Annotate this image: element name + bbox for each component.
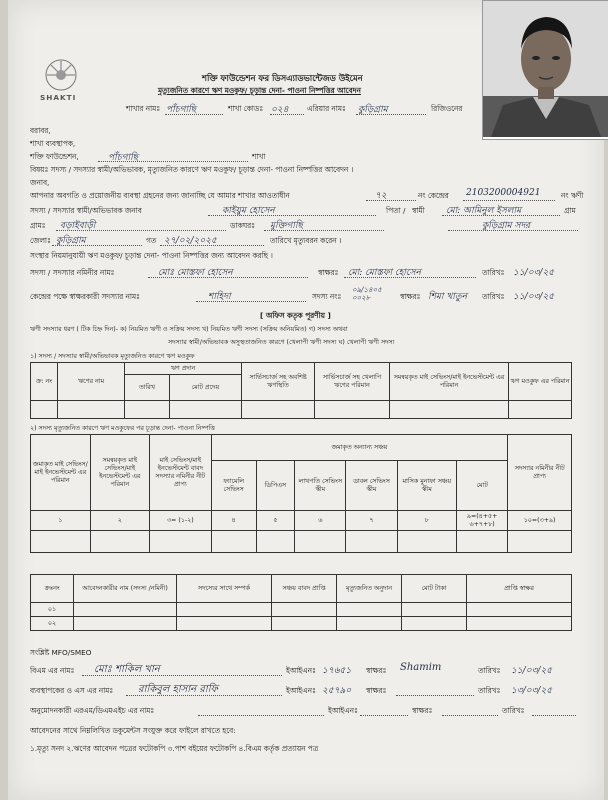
father-label: পিতা / <box>386 206 406 215</box>
bm-name-label: বিএম এর নামঃ <box>30 666 75 675</box>
addressee-foundation: শক্তি ফাউন্ডেশন, <box>30 152 79 161</box>
header-loan-granted: ঋণ প্রদান <box>125 363 242 375</box>
subject-line: বিষয়ঃ সদস্য / সদস্যার স্বামী/অভিভাবক, মৃত্যুজনিত কারণে ঋণ মওকুফ/ চূড়ান্ত দেনা- পাওনা নিষ্পত্তির আবেদন । <box>30 165 354 174</box>
center-member-no-value: ০৯/১৪০৫ ০০২৮ <box>352 286 382 302</box>
bm-date-label: তারিখঃ <box>478 666 501 675</box>
salutation: জনাব, <box>30 178 50 187</box>
header-adjusted-2: সমন্বয়কৃত মাই সেভিংস/মাই ইনভেস্টমেন্ট এর পরিমান <box>90 435 150 511</box>
region-label: রিজিওনের <box>431 104 463 113</box>
header-monthly: মাসিক মুনাফা সঞ্চয় স্কীম <box>397 461 457 511</box>
application-form-page <box>8 0 604 800</box>
section1-title: ১) সদস্য / সদস্যার স্বামী/অভিভাবক মৃত্যুজনিত কারণে ঋণ মওকুফ <box>30 353 195 360</box>
recipient-table <box>30 574 572 631</box>
col-number: ৩= (১-২) <box>150 511 212 531</box>
post-label: ডাকঘরঃ <box>230 221 256 230</box>
col-number: ১ <box>31 511 91 531</box>
header-sc-remaining: সার্ভিসচার্জ সহ অবশিষ্ট ঋণস্থিতি <box>242 363 315 401</box>
center-code-value: 2103200004921 <box>466 188 541 198</box>
addressee-manager: শাখা ব্যবস্থাপক, <box>30 139 76 148</box>
body-line5: সংস্থার নিয়মানুযায়ী ঋণ মওকুফ/ চূড়ান্ত দেনা- পাওনা নিষ্পত্তির জন্য আবেদন করছি । <box>30 251 273 260</box>
col-number: ৬ <box>295 511 346 531</box>
loan-type-line2: সদস্যার স্বামী/অভিভাবক অসুস্থতাজনিত কারণে (খেলাপী ঋণী সদস্য ঘ) খেলাপী ঋণী সদস্য <box>168 339 395 346</box>
header-loan-name: ঋণের নাম <box>58 363 125 401</box>
member-serial-value: ৭২ <box>375 191 387 201</box>
header-death-grant: মৃত্যুজনিত অনুদান <box>337 575 402 603</box>
manager-date-value: ১৩/০৩/২৫ <box>511 686 553 696</box>
form-title: মৃত্যুজনিত কারণে ঋণ মওকুফ/ চূড়ান্ত দেনা- পাওনা নিষ্পত্তির আবেদন <box>158 86 361 95</box>
header-total: মোট <box>457 461 508 511</box>
district-value: কুড়িগ্রাম <box>56 236 86 246</box>
manager-name-label: ব্যবস্থাপকের ও এস এর নামঃ <box>30 686 114 695</box>
bm-signature: Shamim <box>400 662 442 673</box>
bm-id-value: ১৭৬৫১ <box>322 666 352 676</box>
center-signer-label: কেন্দ্রের পক্ষে স্বাক্ষরকারী সদস্যার নামঃ <box>30 292 140 301</box>
body-line1-c: নং ঋণী <box>561 191 584 200</box>
addressee-branch-value: পাঁচগাছি <box>108 153 139 163</box>
center-date-value: ১১/০৩/২৫ <box>513 292 555 302</box>
village-value: বড়াইবাড়ী <box>60 221 96 231</box>
header-applicant: আবেদনকারীর নাম (সদস্য /নমিনী) <box>74 575 177 603</box>
header-total-given: মোট প্রদেয় <box>169 375 241 401</box>
approver-date-label: তারিখঃ <box>502 706 525 715</box>
shakti-logo-icon <box>44 58 78 92</box>
death-date-value: ২৭/০২/২০২৫ <box>164 236 217 246</box>
col-number: ১০=(৩+৯) <box>508 511 572 531</box>
branch-name-value: পাঁচগাছি <box>166 105 197 115</box>
bm-id-label: ইআইএনঃ <box>286 666 316 675</box>
center-member-no-label: সদস্য নংঃ <box>312 292 342 301</box>
addressee-branch-suffix: শাখা <box>252 152 266 161</box>
col-number: ৮ <box>397 511 457 531</box>
center-signer-name: শাহিদা <box>208 292 231 302</box>
area-name-label: এরিয়ার নামঃ <box>307 104 346 113</box>
logo-text: SHAKTI <box>40 93 77 102</box>
branch-code-value: ০২৪ <box>271 105 289 115</box>
center-sign-label: স্বাক্ষরঃ <box>400 292 421 301</box>
body-line2-a: সদস্য / সদস্যার স্বামী/অভিভাবক জনাব <box>30 206 142 215</box>
header-deposited: জমাকৃত মাই সেভিংস/মাই ইনভেস্টমেন্ট এর পরিমান <box>31 435 91 511</box>
header-serial: ক্র: নং <box>31 363 58 401</box>
manager-sign-label: স্বাক্ষরঃ <box>366 686 387 695</box>
nominee-name-label: সদস্য / সদস্যার নমিনীর নামঃ <box>30 268 115 277</box>
header-waived: ঋণ মওকুফ এর পরিমান <box>509 363 572 401</box>
col-number: ৯=(৪+৫+ ৬+৭+৮) <box>457 511 508 531</box>
branch-name-label: শাখার নামঃ <box>126 104 161 113</box>
section2-title: ২) সদস্য মৃত্যুজনিত কারণে ঋণ মওকুফের পর চূড়ান্ত দেনা- পাওনা নিষ্পত্তি <box>30 425 215 432</box>
header-lakhpoti: লাখপতি সেভিংস স্কীম <box>295 461 346 511</box>
approver-sign-label: স্বাক্ষরঃ <box>412 706 433 715</box>
body-line1-a: আপনার অবগতি ও প্রয়োজনীয় ব্যবস্থা গ্রহনের জন্য জানাচ্ছি যে আমার শাখার আওতাধীন <box>30 191 290 200</box>
nominee-sign-label: স্বাক্ষরঃ <box>318 268 339 277</box>
table-row: ০২ <box>31 617 74 631</box>
branch-code-label: শাখা কোডঃ <box>228 104 264 113</box>
header-net-receivable: সদস্যার নমিনীর নীট প্রাপ্য <box>508 435 572 511</box>
manager-name-value: রাকিবুল হাসান রাফি <box>138 684 218 695</box>
col-number: ৫ <box>256 511 295 531</box>
bm-sign-label: স্বাক্ষরঃ <box>366 666 387 675</box>
header-dps: ডিপিএস <box>256 461 295 511</box>
bm-date-value: ১১/০৩/২৫ <box>511 666 553 676</box>
attachment-list: ১.মৃত্যু সনদ ২.ঋণের আবেদন পত্রের ফটোকপি ৩.পাশ বইয়ের ফটোকপি ৪.বিএম কর্তৃক প্রত্যায়ন পত্র <box>30 744 319 753</box>
col-number: ৪ <box>211 511 256 531</box>
member-name-value: কাইয়ুম হোসেন <box>222 206 275 216</box>
husband-label: স্বামী <box>412 206 425 215</box>
father-name-value: মো: আমিনুল ইসলাম <box>446 206 522 216</box>
col-number: ২ <box>90 511 150 531</box>
member-photo <box>482 0 608 140</box>
header-serial-3: ক্রঃনং <box>31 575 74 603</box>
manager-id-value: ২৫৭৯০ <box>322 686 352 696</box>
district-label: জেলাঃ <box>30 236 51 245</box>
nominee-name-value: মোঃ মোস্তফা হোসেন <box>158 268 233 278</box>
death-date-label: গত <box>146 236 157 245</box>
center-signature: শিমা খাতুন <box>428 292 468 302</box>
manager-date-label: তারিখঃ <box>478 686 501 695</box>
addressee-to: বরাবর, <box>30 126 51 135</box>
nominee-date-label: তারিখঃ <box>482 268 505 277</box>
manager-id-label: ইআইএনঃ <box>286 686 316 695</box>
table-row: ০১ <box>31 603 74 617</box>
office-heading: [ অফিস কতৃক পূরণীয় ] <box>260 311 331 320</box>
area-name-value: কুড়িগ্রাম <box>358 105 388 115</box>
approver-id-label: ইআইএনঃ <box>328 706 358 715</box>
header-other-savings: জমাকৃত অন্যান্য সঞ্চয় <box>211 435 508 461</box>
nominee-signature: মো: মোস্তফা হোসেন <box>348 268 421 278</box>
village-label: গ্রামঃ <box>30 221 46 230</box>
col-number: ৭ <box>346 511 397 531</box>
portrait-image <box>483 1 608 137</box>
bm-name-value: মোঃ শাকিল খান <box>94 664 160 675</box>
nominee-date-value: ১১/০৩/২৫ <box>513 268 555 278</box>
body-line2-c: গ্রাম <box>564 206 576 215</box>
body-line4-b: তারিখে মৃত্যুবরন করেন । <box>270 236 342 245</box>
mfo-label: সংশ্লিষ্ট MFO/SMEO <box>30 648 92 657</box>
attachment-note: আবেদনের সাথে নিম্নলিখিত ডকুমেন্টস সংযুক্ত করে ফাইলে রাখতে হবে: <box>30 726 236 735</box>
header-date: তারিখ <box>125 375 170 401</box>
header-double: ডাবল সেভিংস স্কীম <box>346 461 397 511</box>
header-adjusted: সমন্বয়কৃত মাই সেভিংস/মাই ইনভেস্টমেন্ট এর পরিমান <box>390 363 509 401</box>
header-savings-received: সঞ্চয় বাবদ প্রাপ্তি <box>272 575 337 603</box>
upazila-value: কুড়িগ্রাম সদর <box>482 221 531 231</box>
header-total-taka: মোট টাকা <box>402 575 467 603</box>
header-receipt-sign: প্রাপ্তি স্বাক্ষর <box>467 575 572 603</box>
header-family-saving: ফ্যামেলি সেভিংস <box>211 461 256 511</box>
loan-waiver-table <box>30 362 572 419</box>
approver-name-label: অনুমোদনকারী এরএম/ডিএমএইচ এর নামঃ <box>30 706 155 715</box>
header-relation: সদস্যের সাথে সম্পর্ক <box>177 575 272 603</box>
body-line1-b: নং কেন্দ্রের <box>418 191 449 200</box>
loan-type-line1: ঋণী সদস্যার ধরণ ( টিক চিহ্ন দিন)- ক) নিয়মিত ঋণী ও সক্রিয় সদস্য খ) নিয়মিত ঋণী সদস্য (সক্রিয় অনিয়মিত) গ) সদস্য অথবা <box>30 326 348 333</box>
final-settlement-table <box>30 434 572 553</box>
center-date-label: তারিখঃ <box>482 292 505 301</box>
header-sc-overdue: সার্ভিসচার্জ সহ খেলাপি ঋণের পরিমান <box>315 363 390 401</box>
header-nominee-receivable: মাই সেভিংস/মাই ইনভেস্টমেন্ট বাবদ সদস্যার নমিনীর নীট প্রাপ্য <box>150 435 212 511</box>
foundation-title: শক্তি ফাউন্ডেশন ফর ডিসএ্যাডভান্টেজড উইমেন <box>202 73 363 83</box>
post-value: মুক্তিগাছি <box>270 221 303 231</box>
